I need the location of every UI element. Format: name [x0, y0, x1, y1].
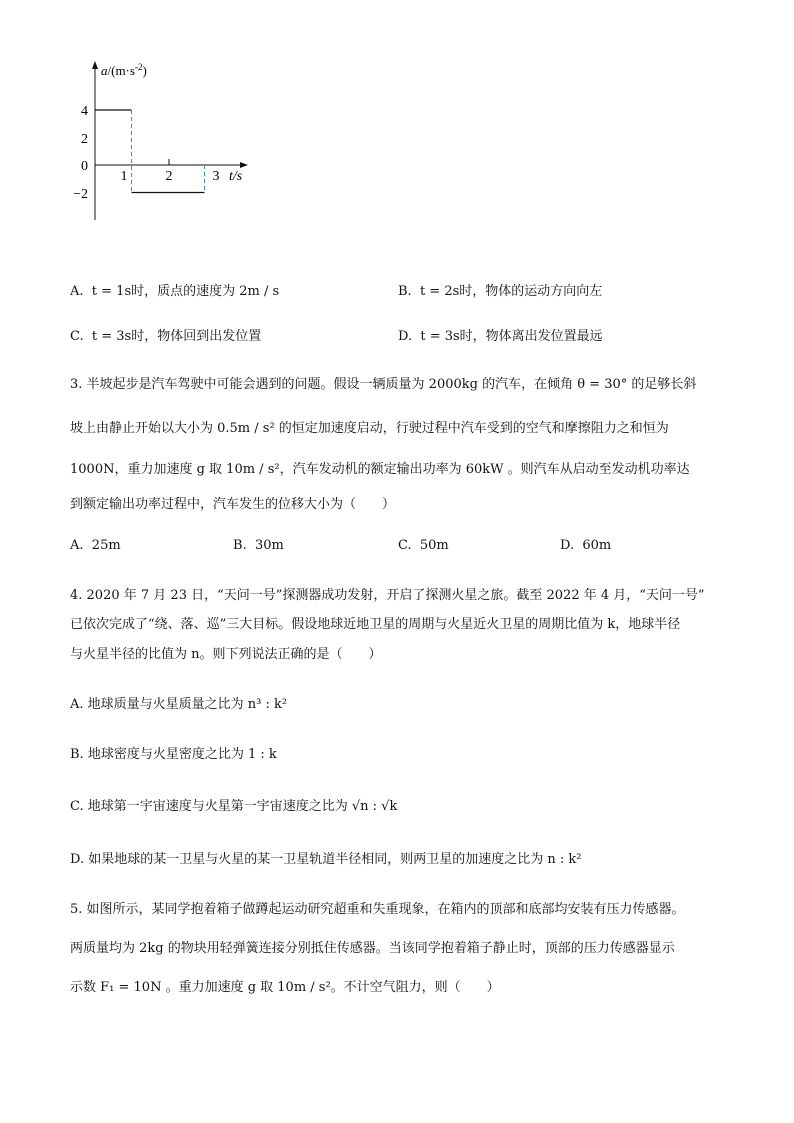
y-tick-0: 0: [81, 159, 88, 174]
q5-line-1: 5. 如图所示，某同学抱着箱子做蹲起运动研究超重和失重现象，在箱内的顶部和底部均安装有压力传感器。: [70, 902, 685, 917]
x-tick-2: 2: [165, 169, 173, 184]
y-axis-label-close: ): [142, 63, 147, 78]
option-text: 60m: [582, 538, 612, 553]
option-label: B.: [398, 284, 412, 299]
y-axis-label-var: a: [101, 63, 108, 78]
y-axis-label-exp: -2: [134, 62, 143, 72]
q3-option-d[interactable]: [560, 538, 611, 553]
q4-option-b[interactable]: B. 地球密度与火星密度之比为 1 : k: [70, 747, 277, 762]
x-tick-1: 1: [120, 169, 128, 184]
y-tick-neg2: −2: [73, 187, 88, 202]
option-text: t = 1s时，质点的速度为 2m / s: [91, 284, 280, 299]
option-label: D.: [560, 538, 575, 553]
y-tick-4: 4: [81, 104, 88, 119]
y-axis-label: [101, 62, 147, 78]
q2-option-c[interactable]: [70, 325, 261, 344]
q4-option-c[interactable]: C. 地球第一宇宙速度与火星第一宇宙速度之比为 √n : √k: [70, 799, 398, 814]
option-text: t = 2s时，物体的运动方向向左: [419, 284, 603, 299]
q3-line-3: 1000N，重力加速度 g 取 10m / s²，汽车发动机的额定输出功率为 60kW 。则汽车从启动至发动机功率达: [70, 462, 690, 477]
q2-option-a[interactable]: [70, 280, 279, 299]
y-tick-2: 2: [81, 132, 88, 147]
q3-line-1: 3. 半坡起步是汽车驾驶中可能会遇到的问题。假设一辆质量为 2000kg 的汽车，在倾角 θ = 30° 的足够长斜: [70, 377, 697, 392]
option-text: t = 3s时，物体离出发位置最远: [420, 329, 603, 344]
option-text: t = 3s时，物体回到出发位置: [91, 329, 262, 344]
x-tick-3: 3: [212, 169, 220, 184]
q4-option-a[interactable]: A. 地球质量与火星质量之比为 n³ : k²: [70, 697, 288, 712]
y-tick-labels: [73, 104, 88, 202]
option-text: 25m: [91, 538, 121, 553]
option-label: C.: [398, 538, 412, 553]
x-axis-arrow: [240, 162, 248, 168]
option-label: C.: [70, 329, 84, 344]
q4-option-d[interactable]: D. 如果地球的某一卫星与火星的某一卫星轨道半径相同，则两卫星的加速度之比为 n : k²: [70, 852, 582, 867]
q2-option-b[interactable]: [398, 280, 602, 299]
q3-line-4: 到额定输出功率过程中，汽车发生的位移大小为（ ）: [70, 497, 396, 512]
option-label: D.: [398, 329, 413, 344]
q4-line-1: 4. 2020 年 7 月 23 日，“天问一号”探测器成功发射，开启了探测火星之旅。截至 2022 年 4 月，“天问一号”: [70, 588, 705, 603]
q5-line-3: 示数 F₁ = 10N 。重力加速度 g 取 10m / s²。不计空气阻力，则（ ）: [70, 980, 500, 995]
option-label: A.: [70, 284, 84, 299]
option-label: B.: [233, 538, 247, 553]
q3-option-a[interactable]: [70, 538, 121, 553]
q3-option-b[interactable]: [233, 538, 284, 553]
q3-option-c[interactable]: [398, 538, 449, 553]
q2-option-d[interactable]: [398, 325, 603, 344]
q4-line-2: 已依次完成了“绕、落、巡”三大目标。假设地球近地卫星的周期与火星近火卫星的周期比值为 k，地球半径: [70, 617, 681, 632]
option-text: 50m: [419, 538, 449, 553]
y-axis-arrow: [92, 61, 98, 69]
a-t-graph: [70, 55, 270, 230]
option-label: A.: [70, 538, 84, 553]
q3-line-2: 坡上由静止开始以大小为 0.5m / s² 的恒定加速度启动，行驶过程中汽车受到的空气和摩擦阻力之和恒为: [70, 421, 669, 436]
option-text: 30m: [254, 538, 284, 553]
q4-line-3: 与火星半径的比值为 n。则下列说法正确的是（ ）: [70, 647, 382, 662]
y-axis-label-unit: /(m·s: [107, 63, 135, 78]
q5-line-2: 两质量均为 2kg 的物块用轻弹簧连接分别抵住传感器。当该同学抱着箱子静止时，顶部的压力传感器显示: [70, 941, 675, 956]
x-axis-label: t/s: [229, 169, 243, 184]
